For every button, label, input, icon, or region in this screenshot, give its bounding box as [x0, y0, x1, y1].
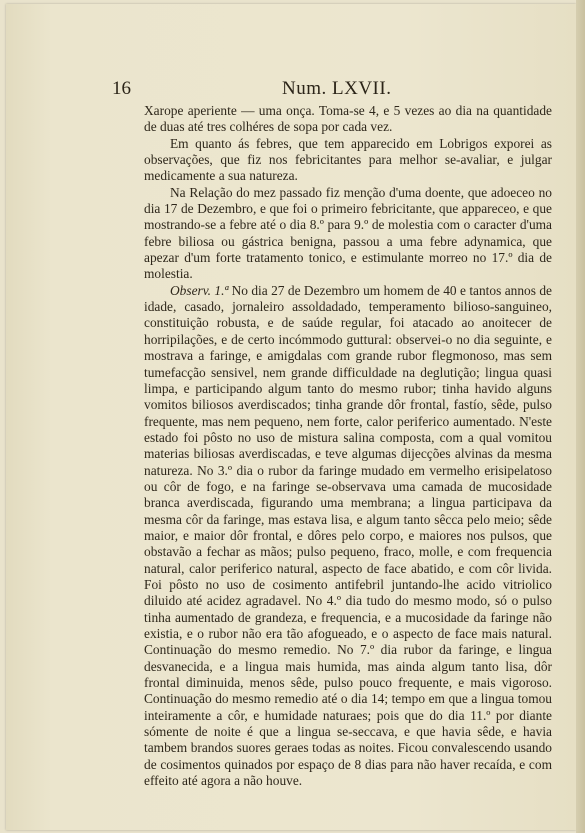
- paragraph-recipe: Xarope aperiente — uma onça. Toma-se 4, e 5 vezes ao dia na quantidade de duas até tres colhéres de sopa por cada vez.: [144, 103, 552, 135]
- observation-text: No dia 27 de Dezembro um homem de 40 e tantos annos de idade, casado, jornaleiro assoldadado, temperamento bilioso-sanguineo, constituição robusta, e de saúde regular, foi atacado ao anoitecer de horripilações, e de certo incómmodo guttural: observei-o no dia seguinte, e mostrava a faringe, e amigdalas com grande rubor flegmonoso, mas sem tumefacção sensivel, nem grande difficuldade na deglutição; lingua quasi limpa, e participando algum tanto do mesmo rubor; tinha havido alguns vomitos biliosos averdiscados; tinha grande dôr frontal, fastío, sêde, pulso frequente, mas nem pequeno, nem forte, calor periferico aumentado. N'este estado foi pôsto no uso de mistura salina composta, com a qual vomitou materias biliosas averdiscadas, e teve algumas dijecções alvinas da mesma natureza. No 3.º dia o rubor da faringe mudado em vermelho erisipelatoso ou côr de fogo, e na faringe se-observava uma camada de mucosidade branca averdiscada, figurando uma membrana; a lingua participava da mesma côr da faringe, mas estava lisa, e algum tanto sêcca pelo meio; sêde maior, e maior dôr frontal, e dôres pelo corpo, e maiores nos pulsos, que obstavão a fechar as mãos; pulso pequeno, fraco, molle, e com frequencia natural, calor periferico natural, aspecto de face abatido, e com côr livida. Foi pôsto no uso de cosimento antifebril juntando-lhe acido vitriolico diluido até acidez agradavel. No 4.º dia tudo do mesmo modo, só o pulso tinha aumentado de grandeza, e frequencia, e a mucosidade da faringe não existia, e o rubor não era tão afogueado, e o aspecto de face mais natural. Continuação do mesmo remedio. No 7.º dia rubor da faringe, e lingua desvanecida, e a lingua mais humida, mas ainda algum tanto lisa, dôr frontal diminuida, menos sêde, pulso pouco frequente, e mais vigoroso. Continuação do mesmo remedio até o dia 14; tempo em que a lingua tomou inteiramente a côr, e humidade naturaes; pois que do dia 11.º por diante sómente de noite é que a lingua se-seccava, e que havia sêde, e havia tambem brandos suores geraes todas as noites. Ficou convalescendo usando de cosimentos quinados por espaço de 8 dias para não haver recaída, e com effeito até agora a não houve.: [144, 282, 552, 789]
- paragraph-previous-case: Na Relação do mez passado fiz menção d'uma doente, que adoeceo no dia 17 de Dezembro, e que foi o primeiro febricitante, que appareceo, e que mostrando-se a febre até o dia 8.º para 9.º de molestia com o caracter d'uma febre biliosa ou gástrica benigna, passou a uma febre adynamica, que apezar d'um forte tratamento tonico, e estimulante morreo no 17.º dia de molestia.: [144, 184, 552, 282]
- page-edge: [576, 0, 585, 833]
- observation-label: Observ. 1.ª: [170, 282, 229, 298]
- paragraph-fevers-intro: Em quanto ás febres, que tem apparecido em Lobrigos exporei as observações, que fiz nos febricitantes para melhor se-avaliar, e julgar medicamente a sua natureza.: [144, 135, 552, 184]
- page-header: [112, 78, 542, 102]
- issue-title: Num. LXVII.: [282, 78, 392, 99]
- body-text: [144, 103, 552, 789]
- paragraph-observation-1: [144, 283, 552, 790]
- page-number: 16: [112, 78, 131, 99]
